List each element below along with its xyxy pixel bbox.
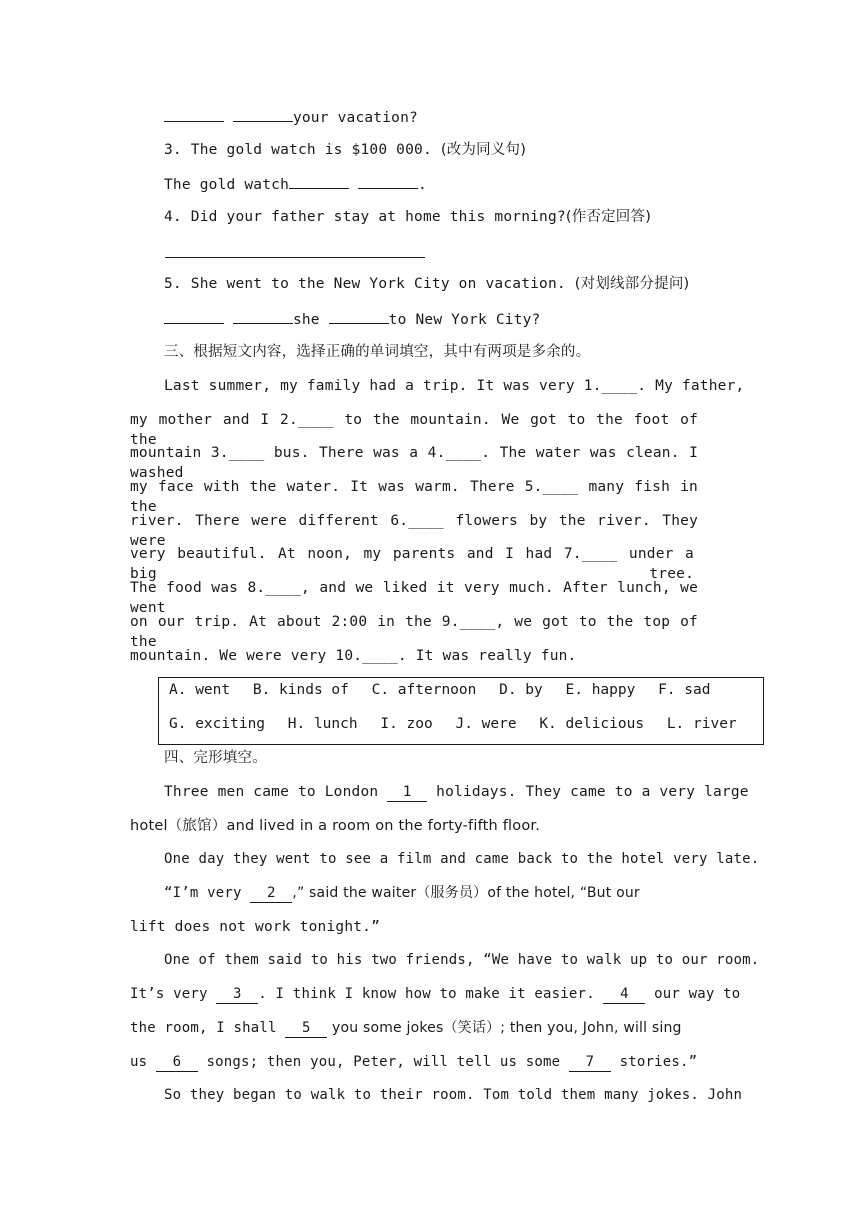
passage-line: very beautiful. At noon, my parents and I had 7.____ under a big tree. [130, 546, 694, 582]
cloze-blank-2[interactable]: 2 [250, 885, 292, 903]
cloze-line: It’s very 3 . I think I know how to make it easier. 4 our way to [130, 986, 741, 1002]
option-i: I. zoo [380, 716, 433, 732]
cloze-blank-7[interactable]: 7 [569, 1054, 611, 1072]
q2-answer-line [164, 106, 764, 128]
cloze-blank-6[interactable]: 6 [156, 1054, 198, 1072]
section3-heading: 三、根据短文内容，选择正确的单词填空，其中有两项是多余的。 [164, 344, 591, 360]
passage-line: mountain. We were very 10.____. It was really fun. [130, 648, 577, 664]
answer-blank[interactable] [164, 308, 224, 324]
passage-line: mountain 3.____ bus. There was a 4.____. The water was clean. I washed [130, 445, 698, 481]
passage-line: my mother and I 2.____ to the mountain. We got to the foot of the [130, 412, 698, 448]
answer-blank[interactable] [289, 173, 349, 189]
answer-blank[interactable] [329, 308, 389, 324]
q5-instruction: (对划线部分提问) [574, 276, 690, 292]
option-l: L. river [666, 716, 737, 732]
passage-line: on our trip. At about 2:00 in the 9.____, we got to the top of the [130, 614, 698, 650]
q3-answer-line: The gold watch . [164, 173, 764, 195]
passage-line: my face with the water. It was warm. There 5.____ many fish in the [130, 479, 698, 515]
cloze-blank-5[interactable]: 5 [285, 1020, 327, 1038]
cloze-line: hotel（旅馆）and lived in a room on the forty-fifth floor. [130, 818, 541, 834]
option-j: J. were [455, 716, 517, 732]
option-f: F. sad [658, 682, 711, 698]
word-bank-box [158, 677, 764, 745]
option-a: A. went [169, 682, 231, 698]
section4-heading: 四、完形填空。 [164, 750, 267, 766]
answer-blank[interactable] [164, 106, 224, 122]
q5-answer-line: she to New York City? [164, 308, 764, 330]
cloze-line: Three men came to London 1 holidays. They came to a very large [164, 784, 749, 800]
q3-instruction: (改为同义句) [440, 142, 527, 158]
cloze-line: One of them said to his two friends, “We have to walk up to our room. [164, 952, 760, 968]
q2-tail-text: your vacation? [292, 110, 418, 126]
answer-blank[interactable] [233, 106, 293, 122]
cloze-line: us 6 songs; then you, Peter, will tell us some 7 stories.” [130, 1054, 698, 1070]
word-bank-row-1 [169, 680, 755, 700]
option-b: B. kinds of [252, 682, 349, 698]
passage-line: The food was 8.____, and we liked it very much. After lunch, we went [130, 580, 698, 616]
passage-line: river. There were different 6.____ flowers by the river. They were [130, 513, 698, 549]
q3-prompt: 3. The gold watch is $100 000. (改为同义句) [164, 142, 527, 158]
q4-answer-rule[interactable] [165, 257, 425, 258]
cloze-line: lift does not work tonight.” [130, 919, 381, 935]
option-h: H. lunch [287, 716, 358, 732]
word-bank-row-2 [169, 714, 755, 734]
cloze-line: the room, I shall 5 you some jokes（笑话）; then you, John, will sing [130, 1020, 682, 1036]
option-g: G. exciting [169, 716, 266, 732]
answer-blank[interactable] [233, 308, 293, 324]
q4-instruction: (作否定回答) [565, 209, 652, 225]
cloze-line: So they began to walk to their room. Tom told them many jokes. John [164, 1087, 743, 1103]
option-e: E. happy [565, 682, 636, 698]
cloze-line: “I’m very 2 ,” said the waiter（服务员）of the hotel, “But our [164, 885, 640, 901]
cloze-blank-4[interactable]: 4 [603, 986, 645, 1004]
cloze-blank-3[interactable]: 3 [216, 986, 258, 1004]
cloze-line: One day they went to see a film and came back to the hotel very late. [164, 851, 760, 867]
q4-prompt: 4. Did your father stay at home this morning?(作否定回答) [164, 209, 652, 225]
cloze-blank-1[interactable]: 1 [387, 784, 427, 802]
option-c: C. afternoon [371, 682, 477, 698]
passage-line: Last summer, my family had a trip. It was very 1.____. My father, [164, 378, 745, 394]
answer-blank[interactable] [358, 173, 418, 189]
option-d: D. by [499, 682, 543, 698]
option-k: K. delicious [539, 716, 645, 732]
q5-prompt: 5. She went to the New York City on vacation. (对划线部分提问) [164, 276, 690, 292]
